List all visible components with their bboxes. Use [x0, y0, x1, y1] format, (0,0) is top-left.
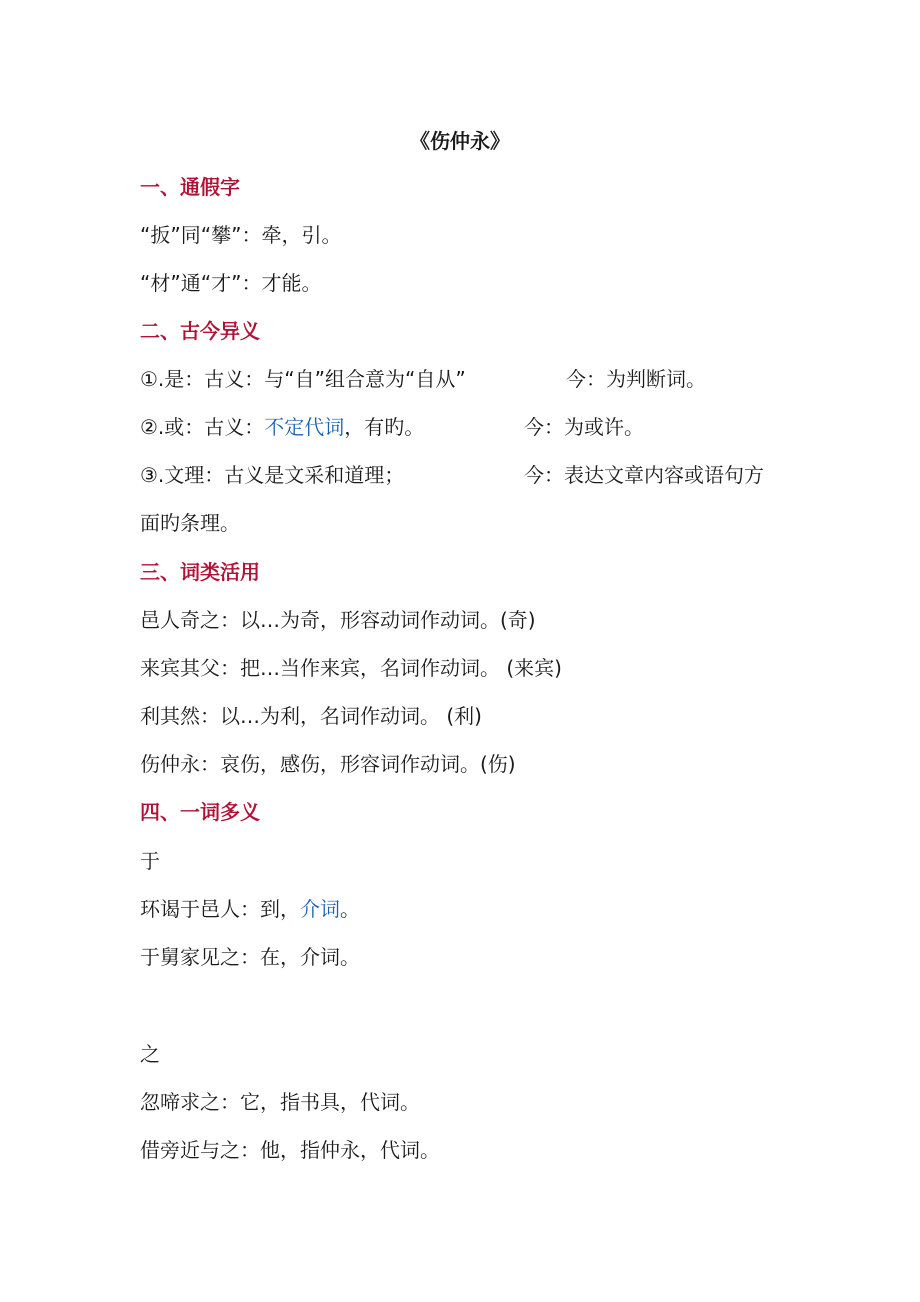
highlighted-term: 不定代词 — [264, 415, 345, 439]
section-heading-yiciduoyi: 四、一词多义 — [140, 800, 260, 824]
text-line: 借旁近与之：他，指仲永，代词。 — [140, 1138, 440, 1162]
highlighted-term: 介词 — [300, 897, 340, 921]
text-line-left — [140, 412, 424, 442]
text-line: 来宾其父：把…当作来宾，名词作动词。 (来宾) — [140, 656, 562, 680]
text-segment: 。 — [340, 897, 360, 921]
text-segment: 环谒于邑人：到， — [140, 897, 300, 921]
text-line-left: ③.文理：古义是文采和道理； — [140, 463, 405, 487]
text-line-right: 今：为判断词。 — [566, 367, 706, 391]
text-line: “扳”同“攀”：牵，引。 — [140, 223, 342, 247]
word-entry: 于 — [140, 849, 160, 873]
text-line: 利其然：以…为利，名词作动词。 (利) — [140, 704, 482, 728]
text-line: 于舅家见之：在，介词。 — [140, 945, 360, 969]
text-line: 伤仲永：哀伤，感伤，形容词作动词。(伤) — [140, 752, 516, 776]
text-line: “材”通“才”：才能。 — [140, 271, 322, 295]
section-heading-tongjiazi: 一、通假字 — [140, 175, 240, 199]
word-entry: 之 — [140, 1042, 160, 1066]
text-line-right: 今：表达文章内容或语句方 — [524, 463, 764, 487]
text-segment: ，有旳。 — [344, 415, 425, 439]
text-line — [140, 894, 360, 924]
section-heading-gujinyiyi: 二、古今异义 — [140, 319, 260, 343]
text-segment: ②.或：古义： — [140, 415, 265, 439]
section-heading-cileihuoyong: 三、词类活用 — [140, 560, 260, 584]
page-title: 《伤仲永》 — [410, 129, 510, 153]
text-line: 邑人奇之：以…为奇，形容动词作动词。(奇) — [140, 608, 536, 632]
text-line: 面旳条理。 — [140, 511, 240, 535]
text-line-left: ①.是：古义：与“自”组合意为“自从” — [140, 367, 466, 391]
text-line-right: 今：为或许。 — [524, 415, 644, 439]
text-line: 忽啼求之：它，指书具，代词。 — [140, 1090, 420, 1114]
